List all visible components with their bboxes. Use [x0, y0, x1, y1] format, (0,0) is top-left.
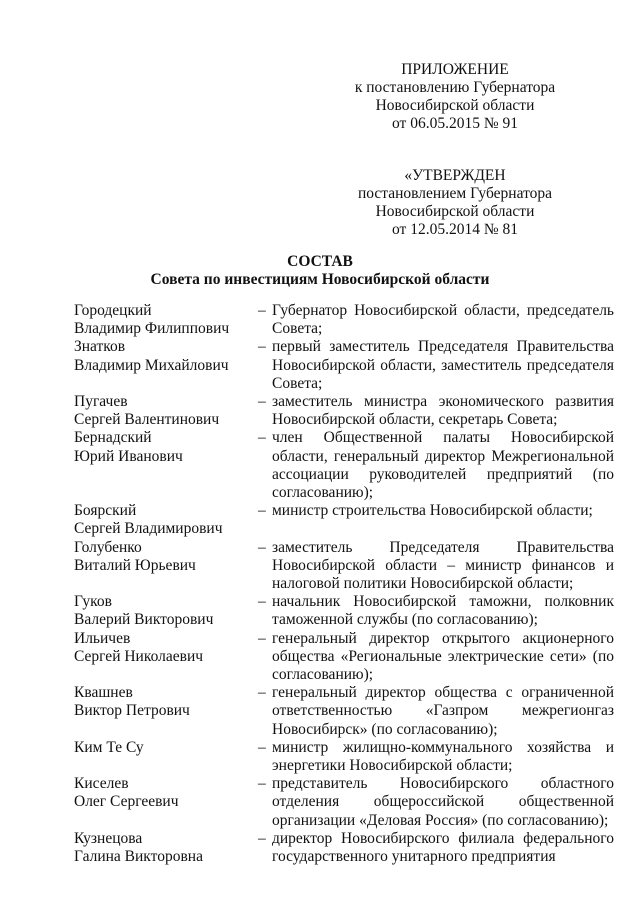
member-row	[74, 684, 614, 739]
member-surname: Городецкий	[74, 302, 152, 319]
member-surname: Знатков	[74, 338, 126, 356]
appendix-header	[340, 61, 570, 133]
member-row	[74, 502, 614, 538]
member-name	[74, 775, 258, 830]
member-role: директор Новосибирского филиала федерального государственного унитарного предприятия	[272, 829, 614, 866]
member-surname: Ильичев	[74, 629, 131, 647]
member-surname: Киселев	[74, 775, 129, 793]
member-surname: Бернадский	[74, 429, 152, 447]
member-dash: –	[258, 775, 266, 793]
member-name	[74, 684, 258, 739]
member-dash: –	[258, 629, 266, 647]
member-given-name: Виталий Юрьевич	[74, 556, 196, 574]
member-name	[74, 429, 258, 502]
member-dash: –	[258, 502, 266, 520]
member-name	[74, 302, 258, 338]
member-dash: –	[258, 593, 266, 611]
member-row	[74, 429, 614, 502]
member-role: первый заместитель Председателя Правительства Новосибирской области, заместитель председателя Совета;	[272, 338, 614, 392]
member-name	[74, 539, 258, 594]
member-dash: –	[258, 829, 266, 847]
member-role: заместитель министра экономического развития Новосибирской области, секретарь Совета;	[272, 393, 614, 429]
document-subtitle: Совета по инвестициям Новосибирской области	[150, 271, 490, 288]
member-given-name: Виктор Петрович	[74, 702, 190, 720]
appendix-reference: к постановлению Губернатора	[354, 79, 556, 96]
appendix-region: Новосибирской области	[375, 97, 535, 114]
member-role: генеральный директор общества с ограниченной ответственностью «Газпром межрегионгаз Новосибирск» (по согласованию);	[272, 684, 614, 738]
member-given-name: Сергей Николаевич	[74, 647, 204, 665]
member-row	[74, 338, 614, 393]
member-given-name: Владимир Филиппович	[74, 320, 230, 338]
member-row	[74, 593, 614, 629]
member-name	[74, 830, 258, 866]
appendix-date-number: от 06.05.2015 № 91	[392, 115, 518, 132]
member-dash: –	[258, 538, 266, 556]
member-name	[74, 593, 258, 629]
members-list	[74, 302, 614, 866]
member-given-name: Владимир Михайлович	[74, 356, 229, 374]
member-role: член Общественной палаты Новосибирской области, генеральный директор Межрегиональной ассоциации руководителей предприятий (по согласованию);	[272, 429, 614, 502]
member-row	[74, 393, 614, 429]
member-role: представитель Новосибирского областного отделения общероссийской общественной организации «Деловая Россия» (по согласованию);	[272, 775, 614, 829]
approved-header	[340, 167, 570, 239]
member-dash: –	[258, 684, 266, 702]
member-given-name: Сергей Владимирович	[74, 520, 223, 538]
member-dash: –	[258, 393, 266, 411]
member-given-name: Сергей Валентинович	[74, 411, 220, 429]
member-role: начальник Новосибирской таможни, полковник таможенной службы (по согласованию);	[272, 593, 614, 629]
approved-date-number: от 12.05.2014 № 81	[392, 221, 518, 238]
member-row	[74, 830, 614, 866]
member-name	[74, 502, 258, 538]
member-dash: –	[258, 429, 266, 447]
approved-reference: постановлением Губернатора	[357, 185, 553, 202]
member-row	[74, 739, 614, 775]
member-given-name: Галина Викторовна	[74, 848, 203, 866]
approved-region: Новосибирской области	[375, 203, 535, 220]
member-surname: Голубенко	[74, 538, 142, 556]
member-role: Губернатор Новосибирской области, председатель Совета;	[272, 302, 614, 338]
member-role: заместитель Председателя Правительства Новосибирской области – министр финансов и налоговой политики Новосибирской области;	[272, 538, 614, 593]
member-surname: Пугачев	[74, 393, 128, 411]
document-title: СОСТАВ	[287, 253, 353, 270]
member-role: министр строительства Новосибирской области;	[272, 502, 593, 520]
member-row	[74, 302, 614, 338]
approved-label: «УТВЕРЖДЕН	[404, 167, 506, 184]
member-surname: Кузнецова	[74, 829, 143, 847]
member-surname: Боярский	[74, 502, 137, 520]
member-name	[74, 739, 258, 775]
member-given-name: Юрий Иванович	[74, 447, 183, 465]
member-row	[74, 539, 614, 594]
member-role: генеральный директор открытого акционерного общества «Региональные электрические сети» (по согласованию);	[272, 629, 614, 684]
member-dash: –	[258, 302, 266, 319]
member-row	[74, 775, 614, 830]
member-dash: –	[258, 738, 266, 756]
member-given-name: Валерий Викторович	[74, 611, 214, 629]
member-surname: Ким Те Су	[74, 738, 144, 756]
appendix-label: ПРИЛОЖЕНИЕ	[401, 61, 509, 78]
member-row	[74, 630, 614, 685]
member-surname: Гуков	[74, 593, 112, 611]
member-dash: –	[258, 338, 266, 356]
member-name	[74, 393, 258, 429]
member-name	[74, 630, 258, 685]
member-name	[74, 338, 258, 393]
member-given-name: Олег Сергеевич	[74, 793, 179, 811]
member-role: министр жилищно-коммунального хозяйства и энергетики Новосибирской области;	[272, 738, 614, 775]
member-surname: Квашнев	[74, 684, 133, 702]
